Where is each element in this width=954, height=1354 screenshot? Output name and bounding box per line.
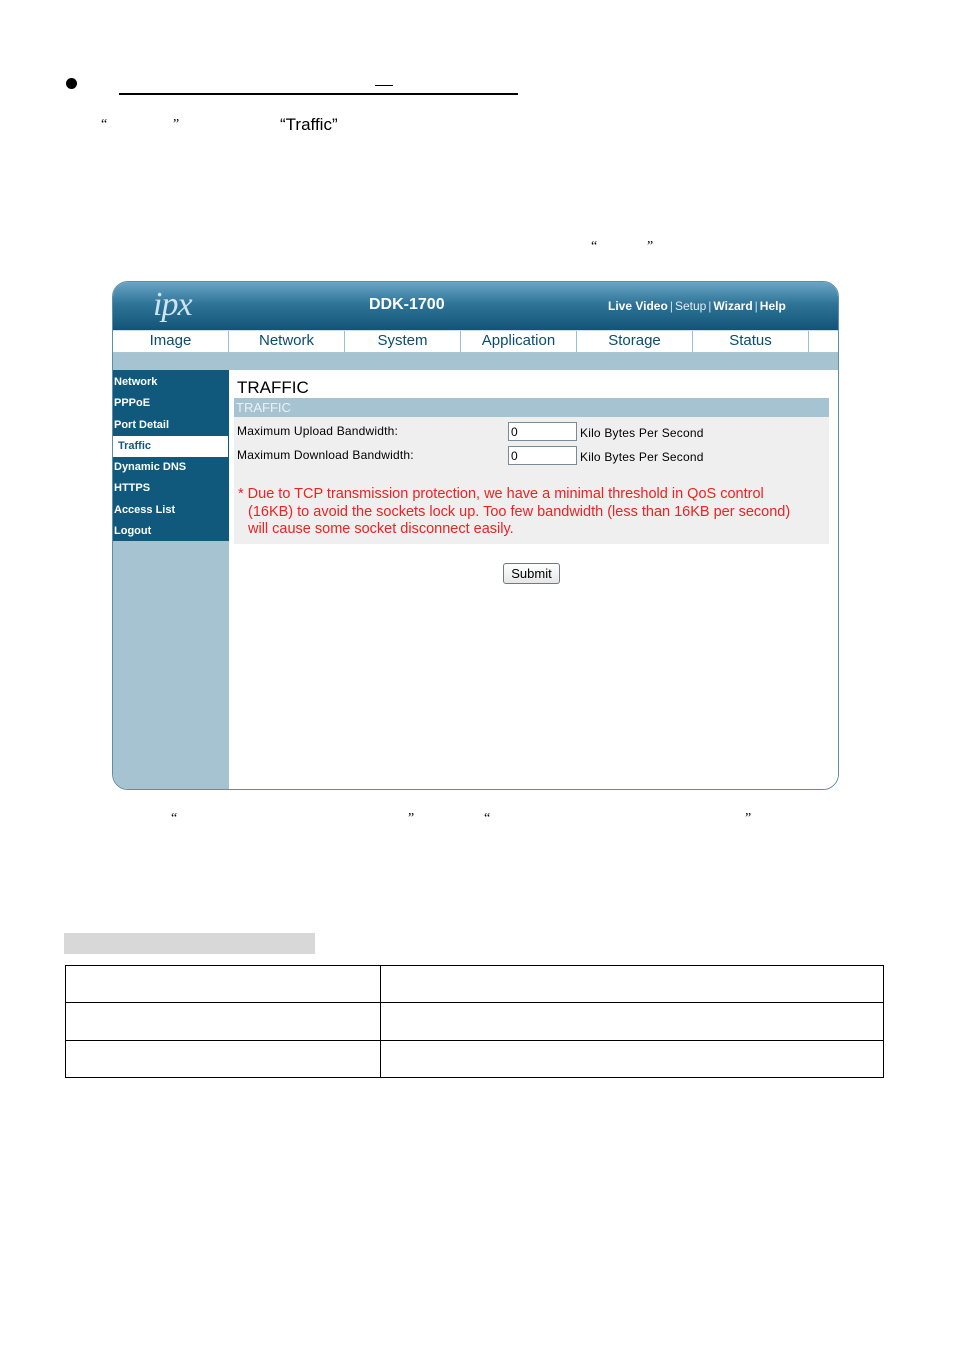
upload-bandwidth-input[interactable]: [508, 422, 577, 441]
table-row: [66, 1003, 884, 1041]
traffic-form: [234, 417, 829, 544]
sidebar-item-network[interactable]: Network: [114, 376, 158, 388]
close-quote: ”: [408, 811, 415, 826]
qos-warning-note: [238, 486, 823, 539]
table-row: [66, 1041, 884, 1078]
main-tabs: [113, 330, 838, 353]
setup-link[interactable]: Setup: [674, 299, 707, 313]
section-header: TRAFFIC: [234, 398, 829, 417]
wizard-link[interactable]: Wizard: [713, 299, 753, 313]
sidebar-item-https[interactable]: HTTPS: [114, 482, 151, 494]
upload-unit-label: Kilo Bytes Per Second: [580, 426, 704, 440]
tab-status[interactable]: Status: [693, 331, 809, 352]
tab-network[interactable]: Network: [229, 331, 345, 352]
download-bandwidth-label: Maximum Download Bandwidth:: [237, 448, 414, 462]
sidebar-item-port-detail[interactable]: Port Detail: [114, 419, 170, 431]
help-link[interactable]: Help: [759, 299, 786, 313]
table-title-bar: [64, 933, 315, 954]
page-title: TRAFFIC: [237, 378, 309, 397]
sidebar-item-traffic[interactable]: Traffic: [113, 436, 228, 457]
sidebar-item-logout[interactable]: Logout: [114, 525, 152, 537]
sidebar-item-dynamic-dns[interactable]: Dynamic DNS: [114, 461, 187, 473]
table-cell: [66, 1041, 381, 1078]
tab-storage[interactable]: Storage: [577, 331, 693, 352]
content-area: [230, 370, 838, 789]
open-quote: “: [171, 811, 178, 826]
table-cell: [381, 1041, 884, 1078]
note-line-3: will cause some socket disconnect easily.: [248, 521, 514, 537]
open-quote: “: [591, 239, 598, 254]
link-separator: |: [708, 299, 712, 313]
parameter-table: [65, 965, 884, 1078]
link-separator: |: [754, 299, 758, 313]
close-quote: ”: [647, 239, 654, 254]
bullet-icon: [66, 78, 77, 89]
device-web-ui-screenshot: [112, 281, 839, 790]
sidebar-item-access-list[interactable]: Access List: [114, 504, 176, 516]
tab-system[interactable]: System: [345, 331, 461, 352]
top-links: [608, 299, 786, 313]
note-line-1: * Due to TCP transmission protection, we have a minimal threshold in QoS control: [238, 486, 764, 502]
table-cell: [66, 1003, 381, 1041]
note-line-2: (16KB) to avoid the sockets lock up. Too few bandwidth (less than 16KB per second): [248, 503, 791, 520]
upload-bandwidth-label: Maximum Upload Bandwidth:: [237, 424, 399, 438]
close-quote: ”: [173, 117, 180, 132]
link-separator: |: [669, 299, 673, 313]
download-bandwidth-input[interactable]: [508, 446, 577, 465]
heading-dash: [375, 85, 393, 86]
submit-button[interactable]: Submit: [503, 563, 560, 584]
open-quote: “: [484, 811, 491, 826]
open-quote: “: [101, 117, 108, 132]
product-name: DDK-1700: [369, 296, 445, 313]
table-cell: [381, 966, 884, 1003]
intro-menu-name: “Traffic”: [280, 115, 338, 134]
table-cell: [66, 966, 381, 1003]
sidebar-menu: [113, 370, 229, 541]
tab-image[interactable]: Image: [113, 331, 229, 352]
sidebar-item-pppoe[interactable]: PPPoE: [114, 397, 151, 409]
download-unit-label: Kilo Bytes Per Second: [580, 450, 704, 464]
sub-bar: [113, 353, 838, 370]
close-quote: ”: [745, 811, 752, 826]
heading-underline: [119, 93, 518, 95]
live-video-link[interactable]: Live Video: [608, 299, 668, 313]
tab-application[interactable]: Application: [461, 331, 577, 352]
header-banner: [113, 282, 838, 330]
table-cell: [381, 1003, 884, 1041]
table-row: [66, 966, 884, 1003]
ipx-logo: ipx: [153, 286, 192, 323]
